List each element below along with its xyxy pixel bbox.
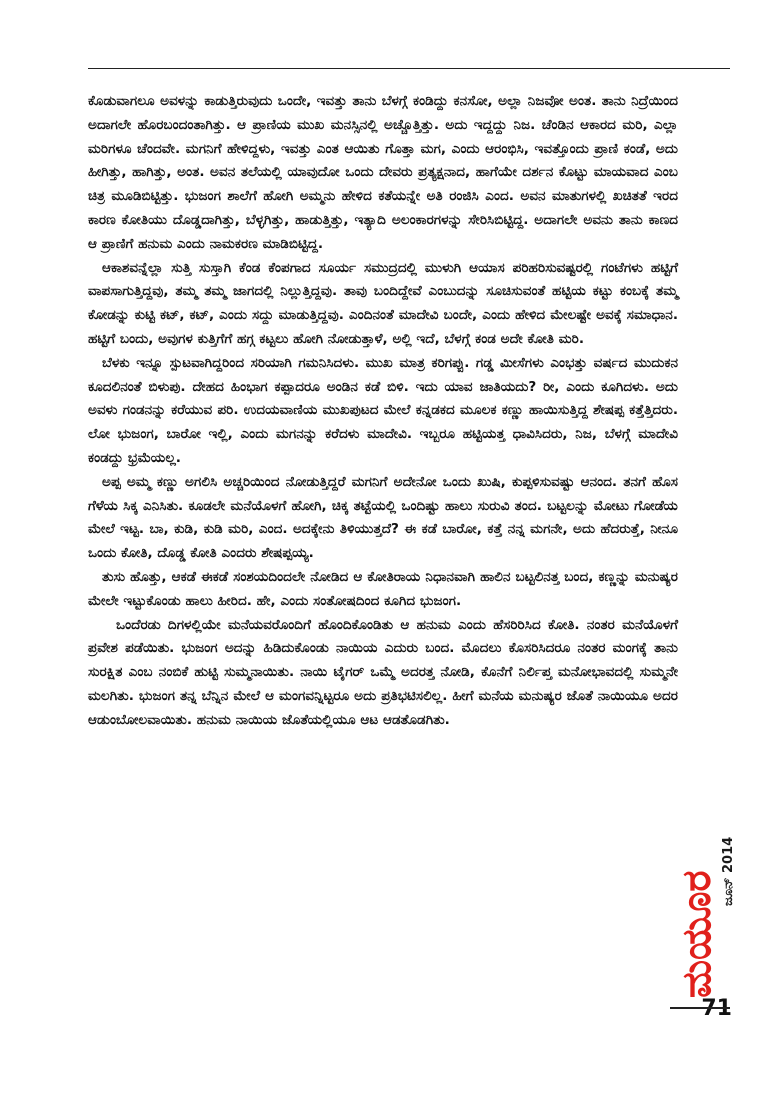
masthead-svg bbox=[664, 820, 736, 1000]
footer-rule bbox=[670, 1007, 730, 1009]
article-paragraph: ಬೆಳಕು ಇನ್ನೂ ಸ್ಪುಟವಾಗಿದ್ದರಿಂದ ಸರಿಯಾಗಿ ಗಮನಿಸಿದಳು. ಮುಖ ಮಾತ್ರ ಕರಿಗಪ್ಪು. ಗಡ್ಡ ಮೀಸೆಗಳು ಎಂಭತ್ತು ವರ್ಷದ ಮುದುಕನ ಕೂದಲಿನಂತೆ ಬಿಳುಪು. ದೇಹದ ಹಿಂಭಾಗ ಕಪ್ಪಾದರೂ ಅಂಡಿನ ಕಡೆ ಬಿಳಿ. ಇದು ಯಾವ ಜಾತಿಯದು? ರೀ, ಎಂದು ಕೂಗಿದಳು. ಅದು ಅವಳು ಗಂಡನನ್ನು ಕರೆಯುವ ಪರಿ. ಉದಯವಾಣಿಯ ಮುಖಪುಟದ ಮೇಲೆ ಕನ್ನಡಕದ ಮೂಲಕ ಕಣ್ಣು ಹಾಯಿಸುತ್ತಿದ್ದ ಶೇಷಪ್ಪ ಕತ್ತೆತ್ತಿದರು. ಲೋ ಭುಜಂಗ, ಬಾರೋ ಇಲ್ಲಿ, ಎಂದು ಮಗನನ್ನು ಕರೆದಳು ಮಾದೇವಿ. ಇಬ್ಬರೂ ಹಟ್ಟಿಯತ್ತ ಧಾವಿಸಿದರು, ನಿಜ, ಬೆಳಗ್ಗೆ ಮಾದೇವಿ ಕಂಡದ್ದು ಭ್ರಮೆಯಲ್ಲ. bbox=[88, 354, 678, 466]
masthead-logo: ಮಯೂರ bbox=[674, 870, 720, 998]
article-paragraph: ತುಸು ಹೊತ್ತು, ಆಕಡೆ ಈಕಡೆ ಸಂಶಯದಿಂದಲೇ ನೋಡಿದ ಆ ಕೋತಿರಾಯ ನಿಧಾನವಾಗಿ ಹಾಲಿನ ಬಟ್ಟಲಿನತ್ತ ಬಂದ, ಕಣ್ಣನ್ನು ಮನುಷ್ಯರ ಮೇಲೇ ಇಟ್ಟುಕೊಂಡು ಹಾಲು ಹೀರಿದ. ಹೇ, ಎಂದು ಸಂತೋಷದಿಂದ ಕೂಗಿದ ಭುಜಂಗ. bbox=[88, 568, 678, 609]
article-body bbox=[88, 90, 678, 733]
issue-date: ಜೂನ್ 2014 bbox=[721, 836, 736, 906]
page-number: 71 bbox=[701, 996, 732, 1021]
header-rule bbox=[88, 68, 730, 69]
article-paragraph: ಅಪ್ಪ ಅಮ್ಮ ಕಣ್ಣು ಅಗಲಿಸಿ ಅಚ್ಚರಿಯಿಂದ ನೋಡುತ್ತಿದ್ದರೆ ಮಗನಿಗೆ ಅದೇನೋ ಒಂದು ಖುಷಿ, ಕುಪ್ಪಳಿಸುವಷ್ಟು ಆನಂದ. ತನಗೆ ಹೊಸ ಗೆಳೆಯ ಸಿಕ್ಕ ಎನಿಸಿತು. ಕೂಡಲೇ ಮನೆಯೊಳಗೆ ಹೋಗಿ, ಚಿಕ್ಕ ತಟ್ಟೆಯಲ್ಲಿ ಒಂದಿಷ್ಟು ಹಾಲು ಸುರುವಿ ತಂದ. ಬಟ್ಟಲನ್ನು ಮೋಟು ಗೋಡೆಯ ಮೇಲೆ ಇಟ್ಟ. ಬಾ, ಕುಡಿ, ಕುಡಿ ಮರಿ, ಎಂದ. ಅದಕ್ಕೇನು ತಿಳಿಯುತ್ತದೆ? ಈ ಕಡೆ ಬಾರೋ, ಕತ್ತೆ ನನ್ನ ಮಗನೇ, ಅದು ಹೆದರುತ್ತೆ, ನೀನೂ ಒಂದು ಕೋತಿ, ದೊಡ್ಡ ಕೋತಿ ಎಂದರು ಶೇಷಪ್ಪಯ್ಯ. bbox=[88, 473, 678, 562]
article-paragraph: ಆಕಾಶವನ್ನೆಲ್ಲಾ ಸುತ್ತಿ ಸುಸ್ತಾಗಿ ಕೆಂಡ ಕೆಂಪಗಾದ ಸೂರ್ಯ ಸಮುದ್ರದಲ್ಲಿ ಮುಳುಗಿ ಆಯಾಸ ಪರಿಹರಿಸುವಷ್ಟರಲ್ಲಿ ಗಂಟೆಗಳು ಹಟ್ಟಿಗೆ ವಾಪಸಾಗುತ್ತಿದ್ದವು, ತಮ್ಮ ತಮ್ಮ ಜಾಗದಲ್ಲಿ ನಿಲ್ಲುತ್ತಿದ್ದವು. ತಾವು ಬಂದಿದ್ದೇವೆ ಎಂಬುದನ್ನು ಸೂಚಿಸುವಂತೆ ಹಟ್ಟಿಯ ಕಟ್ಟು ಕಂಬಕ್ಕೆ ತಮ್ಮ ಕೋಡನ್ನು ಕುಟ್ಟಿ ಕಟ್, ಕಟ್, ಎಂದು ಸದ್ದು ಮಾಡುತ್ತಿದ್ದವು. ಎಂದಿನಂತೆ ಮಾದೇವಿ ಬಂದೇ, ಎಂದು ಹೇಳಿದ ಮೇಲಷ್ಟೇ ಅವಕ್ಕೆ ಸಮಾಧಾನ. ಹಟ್ಟಿಗೆ ಬಂದು, ಅವುಗಳ ಕುತ್ತಿಗೆಗೆ ಹಗ್ಗ ಕಟ್ಟಲು ಹೋಗಿ ನೋಡುತ್ತಾಳೆ, ಅಲ್ಲಿ ಇದೆ, ಬೆಳಗ್ಗೆ ಕಂಡ ಅದೇ ಕೋತಿ ಮರಿ. bbox=[88, 259, 678, 347]
article-paragraph: ಕೊಡುವಾಗಲೂ ಅವಳನ್ನು ಕಾಡುತ್ತಿರುವುದು ಒಂದೇ, ಇವತ್ತು ತಾನು ಬೆಳಗ್ಗೆ ಕಂಡಿದ್ದು ಕನಸೋ, ಅಲ್ಲಾ ನಿಜವೋ ಅಂತ. ತಾನು ನಿದ್ರೆಯಿಂದ ಅದಾಗಲೇ ಹೊರಬಂದಂತಾಗಿತ್ತು. ಆ ಪ್ರಾಣಿಯ ಮುಖ ಮನಸ್ಸಿನಲ್ಲಿ ಅಚ್ಚೊತ್ತಿತ್ತು. ಅದು ಇದ್ದದ್ದು ನಿಜ. ಚೆಂಡಿನ ಆಕಾರದ ಮರಿ, ಎಲ್ಲಾ ಮರಿಗಳೂ ಚೆಂದವೇ. ಮಗನಿಗೆ ಹೇಳಿದ್ದಳು, ಇವತ್ತು ಎಂತ ಆಯಿತು ಗೊತ್ತಾ ಮಗ, ಎಂದು ಆರಂಭಿಸಿ, ಇವತ್ತೊಂದು ಪ್ರಾಣಿ ಕಂಡೆ, ಅದು ಹೀಗಿತ್ತು, ಹಾಗಿತ್ತು, ಅಂತ. ಅವನ ತಲೆಯಲ್ಲಿ ಯಾವುದೋ ಒಂದು ದೇವರು ಪ್ರತ್ಯಕ್ಷನಾದ, ಹಾಗೆಯೇ ದರ್ಶನ ಕೊಟ್ಟು ಮಾಯವಾದ ಎಂಬ ಚಿತ್ರ ಮೂಡಿಬಿಟ್ಟಿತ್ತು. ಭುಜಂಗ ಶಾಲೆಗೆ ಹೋಗಿ ಅಮ್ಮನು ಹೇಳಿದ ಕತೆಯನ್ನೇ ಅತಿ ರಂಜಿಸಿ ಎಂದ. ಅವನ ಮಾತುಗಳಲ್ಲಿ ಖಚಿತತೆ ಇರದ ಕಾರಣ ಕೋತಿಯು ದೊಡ್ಡದಾಗಿತ್ತು, ಬೆಳ್ಳಗಿತ್ತು, ಹಾಡುತ್ತಿತ್ತು, ಇತ್ಯಾದಿ ಅಲಂಕಾರಗಳನ್ನು ಸೇರಿಸಿಬಿಟ್ಟಿದ್ದ. ಅದಾಗಲೇ ಅವನು ತಾನು ಕಾಣದ ಆ ಪ್ರಾಣಿಗೆ ಹನುಮ ಎಂದು ನಾಮಕರಣ ಮಾಡಿಬಿಟ್ಟಿದ್ದ. bbox=[88, 93, 678, 252]
article-paragraph: ಒಂದೆರಡು ದಿಗಳಲ್ಲಿಯೇ ಮನೆಯವರೊಂದಿಗೆ ಹೊಂದಿಕೊಂಡಿತು ಆ ಹನುಮ ಎಂದು ಹೆಸರಿರಿಸಿದ ಕೋತಿ. ನಂತರ ಮನೆಯೊಳಗೆ ಪ್ರವೇಶ ಪಡೆಯಿತು. ಭುಜಂಗ ಅದನ್ನು ಹಿಡಿದುಕೊಂಡು ನಾಯಿಯ ಎದುರು ಬಂದ. ಮೊದಲು ಕೊಸರಿಸಿದರೂ ನಂತರ ಮಂಗಕ್ಕೆ ತಾನು ಸುರಕ್ಷಿತ ಎಂಬ ನಂಬಿಕೆ ಹುಟ್ಟಿ ಸುಮ್ಮನಾಯಿತು. ನಾಯಿ ಟೈಗರ್ ಒಮ್ಮೆ ಅದರತ್ತ ನೋಡಿ, ಕೊನೆಗೆ ನಿರ್ಲಿಪ್ತ ಮನೋಭಾವದಲ್ಲಿ ಸುಮ್ಮನೇ ಮಲಗಿತು. ಭುಜಂಗ ತನ್ನ ಬೆನ್ನಿನ ಮೇಲೆ ಆ ಮಂಗವನ್ನಿಟ್ಟರೂ ಅದು ಪ್ರತಿಭಟಿಸಲಿಲ್ಲ. ಹೀಗೆ ಮನೆಯ ಮನುಷ್ಯರ ಜೊತೆ ನಾಯಿಯೂ ಅದರ ಆಡುಂಬೋಲವಾಯಿತು. ಹನುಮ ನಾಯಿಯ ಜೊತೆಯಲ್ಲಿಯೂ ಆಟ ಆಡತೊಡಗಿತು. bbox=[88, 616, 678, 728]
magazine-masthead bbox=[664, 820, 736, 1000]
